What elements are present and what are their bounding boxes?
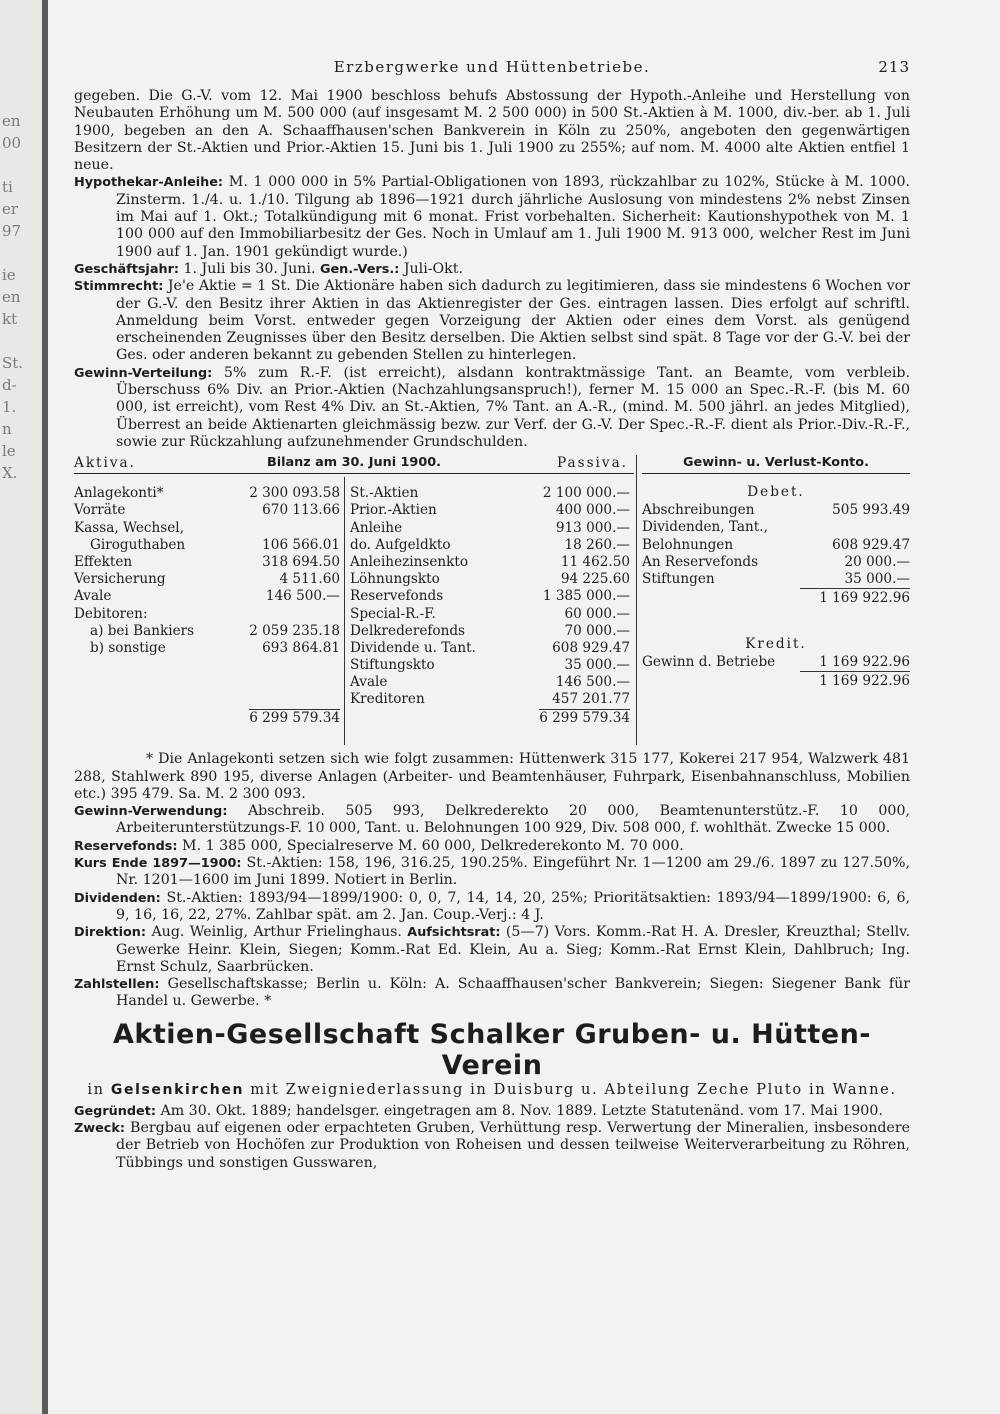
row-value: 400 000.— [555,502,630,519]
row-label: Special-R.-F. [350,605,436,622]
table-row [74,674,340,691]
row-value: 70 000.— [564,622,630,639]
section-label: Direktion: [74,925,147,941]
section-text: Am 30. Okt. 1889; handelsger. eingetragen am 8. Nov. 1889. Letzte Statutenänd. vom 17. Mai 1900. [160,1102,883,1119]
table-row [74,691,340,708]
row-label: Anleihezinsenkto [350,553,469,570]
balance-sheet [74,455,634,726]
row-value: 505 993.49 [832,502,910,519]
running-title: Erzbergwerke und Hüttenbetriebe. [333,58,651,76]
row-label: Effekten [74,553,133,570]
table-row [350,571,630,588]
section-text: M. 1 000 000 in 5% Partial-Obligationen von 1893, rückzahlbar zu 102%, Stücke à M. 1000. Zinsterm. 1./4. u. 1./10. Tilgung ab 1896—1921 durch jährliche Auslosung von mindestens 2% nebst Zinsen im Mai auf 1. Okt.; Totalkündigung mit 6 monat. Frist vorbehalten. Sicherheit: Kautionshypothek von M. 1 100 000 auf den Immobiliarbesitz der Ges. Noch in Umlauf am 1. Juli 1900 M. 913 000, welcher Rest im Juni 1900 auf 1. Jan. 1901 gekündigt wurde.) [116,174,910,260]
row-value: 94 225.60 [560,571,630,588]
section-text: St.-Aktien: 158, 196, 316.25, 190.25%. Eingeführt Nr. 1—1200 am 29./6. 1897 zu 127.50%, Nr. 1201—1600 im Juni 1899. Notiert in Berlin. [116,855,911,889]
table-row [350,588,630,605]
row-label: Reservefonds [350,588,444,605]
table-row [74,709,340,726]
page [74,58,910,1172]
section-paragraph [74,890,910,925]
intro-paragraph: gegeben. Die G.-V. vom 12. Mai 1900 beschloss behufs Abstossung der Hypoth.-Anleihe und Herstellung von Neubauten Erhöhung um M. 500 000 (auf insgesamt M. 2 500 000) in 500 St.-Aktien à M. 1000, div.-ber. ab 1. Juli 1900, begeben an den A. Schaaffhausen'schen Bankverein in Köln zu 250%, angeboten den gegenwärtigen Besitzern der St.-Aktien und Prior.-Aktien 15. Juni bis 1. Juli 1900 zu 255%; auf nom. M. 4000 alte Aktien entfiel 1 neue. [74,88,910,174]
financial-tables [74,455,910,751]
section-paragraph [74,855,910,890]
row-value: 913 000.— [555,519,630,536]
section-paragraph [74,261,910,278]
subtitle-rest: mit Zweigniederlassung in Duisburg u. Abteilung Zeche Pluto in Wanne. [250,1080,897,1098]
row-value: 2 059 235.18 [249,622,340,639]
section-text: Je'e Aktie = 1 St. Die Aktionäre haben sich dadurch zu legitimieren, dass sie mindestens 6 Wochen vor der G.-V. den Besitz ihrer Aktien in das Aktienregister der Ges. eintragen lassen. Dies erfolgt auf schriftl. Anmeldung beim Vorst. entweder gegen Vorzeigung der Aktien oder eines dem Vorst. als genügend erscheinenden Zeugnisses über den Besitz derselben. Die Aktien selbst sind spät. 8 Tage vor der G.-V. bei der Ges. oder anderen bekannt zu gebenden Stellen zu hinterlegen. [116,278,910,364]
guv-row [642,654,910,671]
table-row [74,520,340,537]
bleed-line: X. [2,464,18,482]
sections-top [74,174,910,451]
sections-company [74,1103,910,1172]
table-row [74,485,340,502]
row-value: 2 100 000.— [542,485,630,502]
row-value: 6 299 579.34 [539,709,630,726]
row-label: Dividenden, Tant., [642,519,768,536]
section-text: M. 1 385 000, Specialreserve M. 60 000, Delkrederekonto M. 70 000. [182,837,684,854]
row-label: Anlagekonti* [74,485,164,502]
table-row [350,640,630,657]
bleed-line: 00 [2,134,22,152]
table-row [74,640,340,657]
bleed-line: d- [2,376,17,394]
table-row [350,691,630,708]
row-label: Belohnungen [642,536,734,553]
section-text: 5% zum R.-F. (ist erreicht), alsdann kontraktmässige Tant. an Beamte, vom verbleib. Überschuss 6% Div. an Prior.-Aktien (Nachzahlungsanspruch!), ferner M. 15 000 an Spec.-R.-F. (bis M. 60 000, ist erreicht), vom Rest 4% Div. an St.-Aktien, 7% Tant. an A.-R., (mind. M. 500 jährl. an jedes Mitglied), Überrest an beide Aktienarten gleichmässig bezw. zur Verf. der G.-V. Der Spec.-R.-F. dient als Prior.-Div.-R.-F., sowie zur Rückzahlung aufzunehmender Grundschulden. [116,364,911,450]
row-label: do. Aufgeldkto [350,536,451,553]
row-value: 18 260.— [564,536,630,553]
row-label: b) sonstige [90,639,166,656]
section-paragraph [74,803,910,838]
section-label: Gewinn-Verteilung: [74,365,213,381]
bleed-line: en [2,112,21,130]
guv-row [642,571,910,588]
section-paragraph [74,976,910,1011]
section-label: Gewinn-Verwendung: [74,804,228,820]
table-row [350,606,630,623]
table-row [350,485,630,502]
row-value: 20 000.— [844,553,910,570]
bleed-line: ie [2,266,16,284]
section-text: Aug. Weinlig, Arthur Frielinghaus. [151,924,402,941]
page-header [74,58,910,88]
page-number: 213 [878,58,910,76]
section-label: Zweck: [74,1120,125,1136]
row-label: Avale [74,588,112,605]
row-label: Delkrederefonds [350,622,466,639]
section-label: Hypothekar-Anleihe: [74,175,224,191]
row-label: Anleihe [350,519,403,536]
row-value: 106 566.01 [262,536,340,553]
section-paragraph [74,1103,910,1120]
section-text: Abschreib. 505 993, Delkrederekto 20 000, Beamtenunterstütz.-F. 10 000, Arbeiterunterstützungs-F. 10 000, Tant. u. Belohnungen 100 929, Div. 508 000, f. wohlthät. Zwecke 15 000. [116,803,910,837]
section-label: Stimmrecht: [74,279,164,295]
bleed-line: n [2,420,12,438]
section-paragraph [74,1120,910,1172]
section-paragraph [74,924,910,976]
table-row [350,623,630,640]
table-row [350,657,630,674]
section-label: Dividenden: [74,890,161,906]
section-label: Gegründet: [74,1103,156,1119]
section-label: Zahlstellen: [74,977,160,993]
section-text: Gesellschaftskasse; Berlin u. Köln: A. Schaaffhausen'scher Bankverein; Siegen: Siegener Bank für Handel u. Gewerbe. * [116,976,910,1010]
row-label: Giroguthaben [90,536,186,553]
section-paragraph [74,278,910,364]
table-row [350,709,630,726]
section-paragraph [74,838,910,855]
aktiva-column [74,485,340,726]
row-value: 670 113.66 [262,502,340,519]
row-label: Avale [350,674,388,691]
section-text: St.-Aktien: 1893/94—1899/1900: 0, 0, 7, 14, 14, 20, 25%; Prioritätsaktien: 1893/94—1899/1900: 6, 6, 9, 16, 16, 22, 27%. Zahlbar spät. am 2. Jan. Coup.-Verj.: 4 J. [116,889,911,923]
row-value: 146 500.— [555,674,630,691]
bleed-line: er [2,200,19,218]
bleed-line: en [2,288,21,306]
balance-divider [344,477,345,745]
guv-row [642,502,910,519]
table-row [74,554,340,571]
row-value: 35 000.— [844,570,910,587]
table-row [74,537,340,554]
row-label: An Reservefonds [642,553,759,570]
table-row [74,657,340,674]
kredit-total [642,671,910,689]
bleed-line: St. [2,354,24,372]
section-label: Aufsichtsrat: [407,925,501,941]
table-row [74,588,340,605]
debet-label: Debet. [747,484,805,501]
guv-title: Gewinn- u. Verlust-Konto. [642,455,910,474]
bleed-line: ti [2,178,13,196]
row-label: Stiftungskto [350,657,435,674]
row-value: 1 385 000.— [542,588,630,605]
footnote: * Die Anlagekonti setzen sich wie folgt zusammen: Hüttenwerk 315 177, Kokerei 217 954, Walzwerk 481 288, Stahlwerk 890 195, diverse Anlagen (Arbeiter- und Beamtenhäuser, Fuhrpark, Eisenbahnanschluss, Mobilien etc.) 395 479. Sa. M. 2 300 093. [74,751,910,802]
section-paragraph [74,174,910,260]
row-label: Debitoren: [74,605,148,622]
section-label: Kurs Ende 1897—1900: [74,856,242,872]
section-label: Reservefonds: [74,838,178,854]
company-subtitle [74,1081,910,1099]
debet-total [642,588,910,606]
kredit-label: Kredit. [745,636,807,653]
section-text: 1. Juli bis 30. Juni. [183,260,316,277]
row-value: 693 864.81 [262,639,340,656]
row-label: Dividende u. Tant. [350,639,476,656]
guv-row [642,519,910,536]
bleed-line [2,330,36,352]
row-label: Kreditoren [350,691,425,708]
debet-list [642,502,910,588]
row-value: 6 299 579.34 [249,709,340,726]
table-row [74,571,340,588]
passiva-label: Passiva. [556,455,628,472]
book-spine [42,0,48,1414]
passiva-column [350,485,630,726]
table-divider [636,455,637,745]
table-row [350,537,630,554]
row-label: Prior.-Aktien [350,502,437,519]
row-value: 146 500.— [265,588,340,605]
kredit-total-value: 1 169 922.96 [800,671,910,690]
sections-bottom [74,803,910,1011]
table-row [74,606,340,623]
debet-total-value: 1 169 922.96 [800,588,910,607]
bleed-line [2,242,36,264]
table-row [350,502,630,519]
table-row [350,674,630,691]
subtitle-prefix: in [87,1080,105,1098]
row-value: 1 169 922.96 [819,654,910,671]
bleed-line: 97 [2,222,22,240]
row-value: 2 300 093.58 [249,485,340,502]
profit-loss-account [642,455,910,689]
bleed-line: 1. [2,398,17,416]
row-label: Vorräte [74,502,126,519]
row-label: Kassa, Wechsel, [74,519,184,536]
bleed-line: kt [2,310,18,328]
kredit-list [642,654,910,671]
section-text: (5—7) Vors. Komm.-Rat H. A. Dresler, Kreuzthal; Stellv. Gewerke Heinr. Klein, Siegen; Komm.-Rat Ed. Klein, Au a. Sieg; Komm.-Rat Ernst Klein, Dahlbruch; Ing. Ernst Schulz, Saarbrücken. [116,924,910,975]
row-label: a) bei Bankiers [90,622,195,639]
row-value: 608 929.47 [832,536,910,553]
row-value: 457 201.77 [552,691,630,708]
row-value: 4 511.60 [279,571,340,588]
balance-title: Bilanz am 30. Juni 1900. [266,455,442,471]
row-value: 11 462.50 [560,553,630,570]
margin-bleed-text [2,110,36,484]
row-label: Abschreibungen [642,502,755,519]
row-label: Löhnungskto [350,571,440,588]
table-row [350,554,630,571]
subtitle-city: Gelsenkirchen [110,1081,245,1098]
section-label: Gen.-Vers.: [319,261,400,277]
bleed-line [2,154,36,176]
section-label: Geschäftsjahr: [74,261,179,277]
row-value: 318 694.50 [262,553,340,570]
row-value: 608 929.47 [552,639,630,656]
row-label: Stiftungen [642,570,715,587]
table-row [350,520,630,537]
aktiva-label: Aktiva. [74,455,136,472]
row-value: 35 000.— [564,657,630,674]
table-row [74,623,340,640]
section-text: Bergbau auf eigenen oder erpachteten Gruben, Verhüttung resp. Verwertung der Mineralien, insbesondere der Betrieb von Hochöfen zur Produktion von Roheisen und dessen teilweise Weiterverarbeitung zu Röhren, Tübbings und sonstigen Gusswaren, [116,1119,911,1171]
row-label: Gewinn d. Betriebe [642,654,776,671]
row-label: St.-Aktien [350,485,419,502]
row-value: 60 000.— [564,605,630,622]
guv-row [642,554,910,571]
bleed-line: le [2,442,16,460]
company-title: Aktien-Gesellschaft Schalker Gruben- u. Hütten-Verein [112,1018,871,1081]
table-row [74,502,340,519]
balance-header [74,455,634,474]
guv-row [642,537,910,554]
section-paragraph [74,365,910,451]
row-label: Versicherung [74,571,166,588]
section-text: Juli-Okt. [403,260,463,277]
